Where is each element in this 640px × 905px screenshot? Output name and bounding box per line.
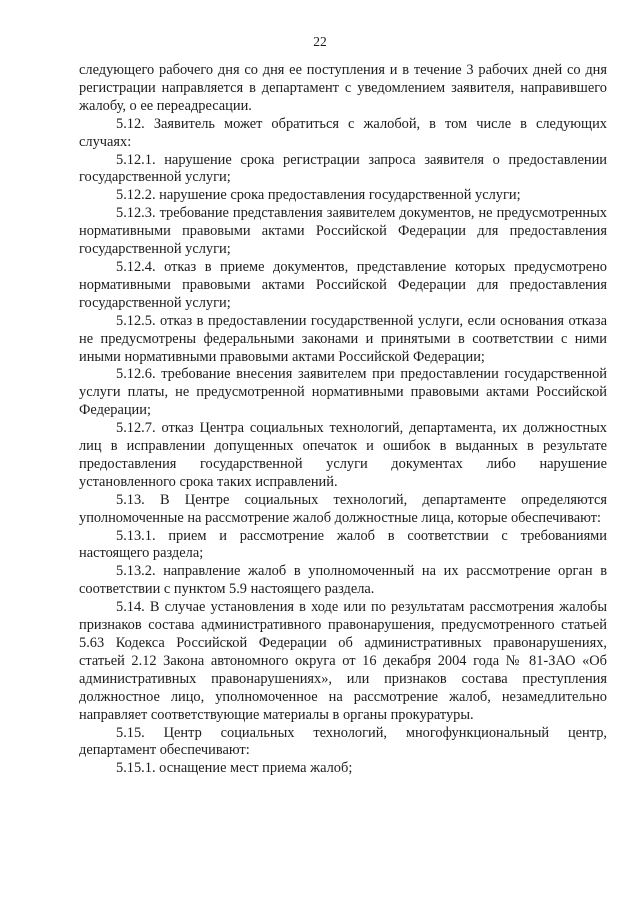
document-body (79, 62, 607, 778)
paragraph-5-15-1: 5.15.1. оснащение мест приема жалоб; (116, 760, 353, 777)
paragraph-5-13: 5.13. В Центре социальных технологий, департаменте определяются уполномоченные на рассмотрение жалоб должностные лица, которые обеспечивают: (79, 491, 607, 526)
paragraph-5-12-6: 5.12.6. требование внесения заявителем при предоставлении государственной услуги платы, не предусмотренной нормативными правовыми актами Российской Федерации; (79, 366, 607, 419)
page-number: 22 (313, 34, 327, 49)
paragraph-5-13-2: 5.13.2. направление жалоб в уполномоченный на их рассмотрение орган в соответствии с пунктом 5.9 настоящего раздела. (79, 563, 607, 598)
paragraph-5-12-1: 5.12.1. нарушение срока регистрации запроса заявителя о предоставлении государственной услуги; (79, 151, 607, 186)
paragraph-5-12-2: 5.12.2. нарушение срока предоставления государственной услуги; (116, 187, 521, 204)
paragraph-5-12: 5.12. Заявитель может обратиться с жалобой, в том числе в следующих случаях: (79, 115, 607, 150)
paragraph-5-14: 5.14. В случае установления в ходе или по результатам рассмотрения жалобы признаков состава административного правонарушения, предусмотренного статьей 5.63 Кодекса Российской Федерации об административных правонарушениях, статьей 2.12 Закона автономного округа от 16 декабря 2004 года № 81-ЗАО «Об административных правонарушениях», или признаков состава преступления должностное лицо, уполномоченное на рассмотрение жалоб, незамедлительно направляет соответствующие материалы в органы прокуратуры. (79, 599, 607, 723)
paragraph-5-13-1: 5.13.1. прием и рассмотрение жалоб в соответствии с требованиями настоящего раздела; (79, 527, 607, 562)
paragraph-5-12-3: 5.12.3. требование представления заявителем документов, не предусмотренных нормативными правовыми актами Российской Федерации для предоставления государственной услуги; (79, 205, 607, 258)
paragraph-5-12-5: 5.12.5. отказ в предоставлении государственной услуги, если основания отказа не предусмотрены федеральными законами и принятыми в соответствии с ними иными нормативными правовыми актами Российской Федерации; (79, 312, 607, 365)
paragraph-5-12-7: 5.12.7. отказ Центра социальных технологий, департамента, их должностных лиц в исправлении допущенных опечаток и ошибок в выданных в результате предоставления государственной услуги документах либо нарушение установленного срока таких исправлений. (79, 420, 607, 490)
paragraph-continuation: следующего рабочего дня со дня ее поступления и в течение 3 рабочих дней со дня регистрации направляется в департамент с уведомлением заявителя, направившего жалобу, о ее переадресации. (79, 62, 607, 114)
paragraph-5-15: 5.15. Центр социальных технологий, многофункциональный центр, департамент обеспечивают: (79, 724, 607, 759)
paragraph-5-12-4: 5.12.4. отказ в приеме документов, представление которых предусмотрено нормативными правовыми актами Российской Федерации для предоставления государственной услуги; (79, 258, 607, 311)
